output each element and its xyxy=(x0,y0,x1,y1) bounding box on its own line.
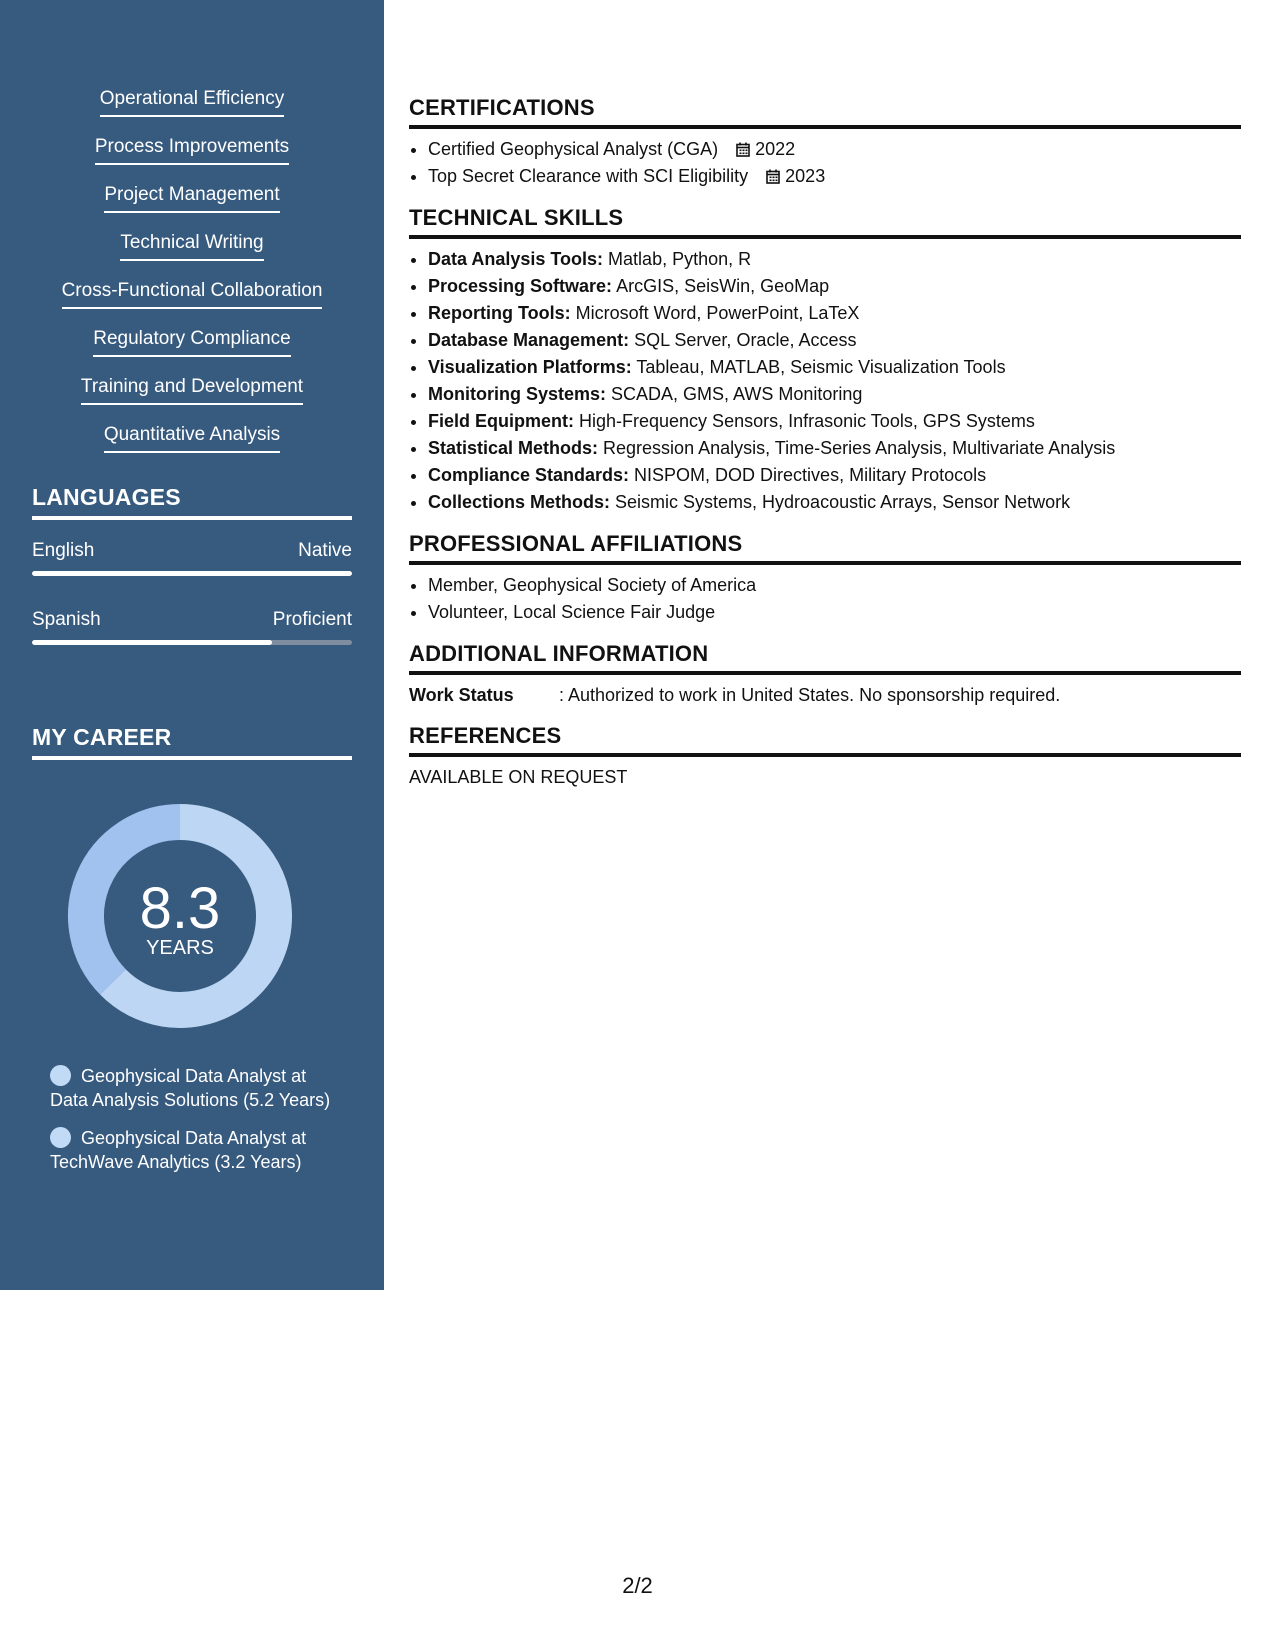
references-text: AVAILABLE ON REQUEST xyxy=(409,767,628,787)
career-legend-item xyxy=(50,1126,340,1174)
skill-values: High-Frequency Sensors, Infrasonic Tools, GPS Systems xyxy=(574,411,1035,431)
skill-category: Data Analysis Tools: xyxy=(428,249,604,269)
language-row-spanish xyxy=(32,608,352,632)
skill-item: Process Improvements xyxy=(95,134,289,165)
career-legend-item xyxy=(50,1064,340,1112)
sidebar xyxy=(0,0,384,1290)
references-heading: REFERENCES xyxy=(409,722,1241,757)
career-legend-text: Geophysical Data Analyst at Data Analysis Solutions (5.2 Years) xyxy=(50,1066,331,1110)
career-heading: MY CAREER xyxy=(32,722,352,760)
language-name: Spanish xyxy=(32,609,101,630)
technical-skill-item xyxy=(428,246,1241,273)
language-bar-fill xyxy=(32,640,272,645)
skill-category: Reporting Tools: xyxy=(428,303,571,323)
career-legend-text: Geophysical Data Analyst at TechWave Analytics (3.2 Years) xyxy=(50,1128,307,1172)
technical-skills-list xyxy=(409,246,1241,516)
legend-dot-icon xyxy=(50,1065,71,1086)
skill-category: Monitoring Systems: xyxy=(428,384,607,404)
skill-category: Statistical Methods: xyxy=(428,438,599,458)
language-bar-spanish xyxy=(32,640,352,645)
technical-skill-item xyxy=(428,273,1241,300)
skill-values: Tableau, MATLAB, Seismic Visualization Tools xyxy=(631,357,1006,377)
skill-item: Training and Development xyxy=(81,374,303,405)
main-content xyxy=(409,94,1241,804)
skill-item: Operational Efficiency xyxy=(100,86,284,117)
technical-skill-item xyxy=(428,327,1241,354)
affiliations-list xyxy=(409,572,1241,626)
skill-values: Matlab, Python, R xyxy=(603,249,752,269)
calendar-icon xyxy=(736,142,750,157)
skill-values: Regression Analysis, Time-Series Analysis, Multivariate Analysis xyxy=(598,438,1116,458)
affiliation-item: • Member, Geophysical Society of America xyxy=(428,572,1241,599)
language-bar-english xyxy=(32,571,352,576)
certification-item xyxy=(428,136,1241,163)
language-row-english xyxy=(32,539,352,563)
skill-values: Seismic Systems, Hydroacoustic Arrays, Sensor Network xyxy=(610,492,1071,512)
technical-skill-item xyxy=(428,435,1241,462)
legend-dot-icon xyxy=(50,1127,71,1148)
skill-category: Database Management: xyxy=(428,330,630,350)
certification-year: 2022 xyxy=(755,139,796,159)
skill-item: Technical Writing xyxy=(120,230,263,261)
skills-list xyxy=(0,86,384,453)
technical-skill-item xyxy=(428,300,1241,327)
certification-year: 2023 xyxy=(785,166,826,186)
certifications-section xyxy=(409,94,1241,190)
technical-skill-item xyxy=(428,354,1241,381)
certifications-list xyxy=(409,136,1241,190)
calendar-icon xyxy=(766,169,780,184)
skill-category: Processing Software: xyxy=(428,276,613,296)
skill-category: Collections Methods: xyxy=(428,492,611,512)
technical-skills-heading: TECHNICAL SKILLS xyxy=(409,204,1241,239)
skill-item: Cross-Functional Collaboration xyxy=(62,278,323,309)
affiliation-item: • Volunteer, Local Science Fair Judge xyxy=(428,599,1241,626)
certifications-heading: CERTIFICATIONS xyxy=(409,94,1241,129)
technical-skill-item xyxy=(428,381,1241,408)
skill-values: SQL Server, Oracle, Access xyxy=(629,330,857,350)
career-legend xyxy=(50,1064,340,1188)
skill-item: Regulatory Compliance xyxy=(93,326,291,357)
certification-name: Certified Geophysical Analyst (CGA) xyxy=(428,139,719,159)
work-status-row xyxy=(409,682,1241,708)
career-years-label: YEARS xyxy=(146,937,214,959)
skill-values: NISPOM, DOD Directives, Military Protocols xyxy=(629,465,987,485)
page-number: 2/2 xyxy=(622,1573,653,1598)
work-status-label: Work Status xyxy=(409,685,514,705)
skill-category: Compliance Standards: xyxy=(428,465,630,485)
skill-item: Project Management xyxy=(104,182,279,213)
skill-category: Field Equipment: xyxy=(428,411,574,431)
career-total-years: 8.3 xyxy=(139,876,221,941)
certification-name: Top Secret Clearance with SCI Eligibility xyxy=(428,166,749,186)
language-name: English xyxy=(32,540,95,561)
technical-skill-item xyxy=(428,489,1241,516)
skill-category: Visualization Platforms: xyxy=(428,357,632,377)
skill-values: SCADA, GMS, AWS Monitoring xyxy=(606,384,863,404)
technical-skill-item xyxy=(428,408,1241,435)
career-donut-chart xyxy=(66,802,294,1030)
skill-values: ArcGIS, SeisWin, GeoMap xyxy=(612,276,830,296)
skill-values: Microsoft Word, PowerPoint, LaTeX xyxy=(570,303,860,323)
language-bar-fill xyxy=(32,571,352,576)
work-status-value: : Authorized to work in United States. No sponsorship required. xyxy=(559,685,1061,705)
skill-item: Quantitative Analysis xyxy=(104,422,280,453)
language-level: Proficient xyxy=(272,609,352,630)
affiliations-section xyxy=(409,530,1241,626)
additional-info-section xyxy=(409,640,1241,708)
technical-skills-section xyxy=(409,204,1241,516)
language-level: Native xyxy=(298,540,352,561)
affiliations-heading: PROFESSIONAL AFFILIATIONS xyxy=(409,530,1241,565)
additional-info-heading: ADDITIONAL INFORMATION xyxy=(409,640,1241,675)
references-section xyxy=(409,722,1241,790)
certification-item xyxy=(428,163,1241,190)
technical-skill-item xyxy=(428,462,1241,489)
languages-heading: LANGUAGES xyxy=(32,482,352,520)
